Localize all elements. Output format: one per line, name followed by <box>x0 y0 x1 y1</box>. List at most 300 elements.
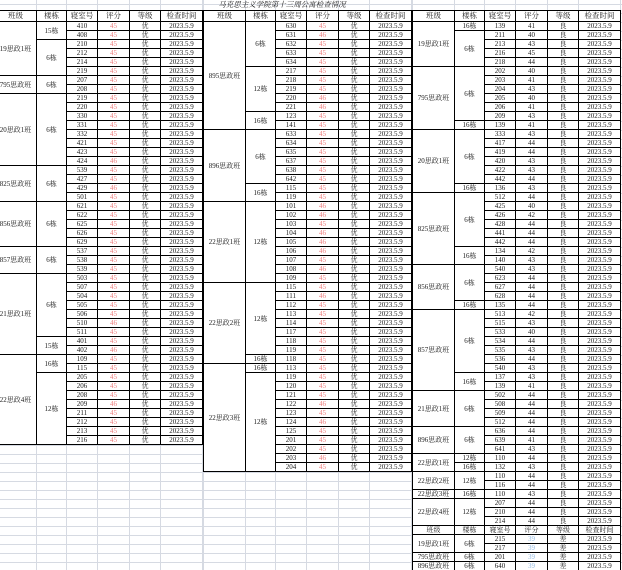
room-number-cell[interactable]: 212 <box>67 418 98 427</box>
grade-cell[interactable]: 优 <box>130 436 161 445</box>
inspection-date-cell[interactable]: 2023.5.9 <box>579 229 621 238</box>
grade-cell[interactable]: 良 <box>548 400 579 409</box>
building-cell[interactable]: 16栋 <box>455 463 485 472</box>
grade-cell[interactable]: 优 <box>339 355 370 364</box>
inspection-date-cell[interactable]: 2023.5.9 <box>579 373 621 382</box>
room-number-cell[interactable]: 333 <box>485 130 516 139</box>
room-number-cell[interactable]: 641 <box>485 445 516 454</box>
grade-cell[interactable]: 优 <box>339 346 370 355</box>
grade-cell[interactable]: 优 <box>130 283 161 292</box>
score-cell[interactable]: 45 <box>98 139 130 148</box>
grade-cell[interactable]: 优 <box>339 220 370 229</box>
grade-cell[interactable]: 良 <box>548 310 579 319</box>
score-cell[interactable]: 45 <box>307 148 339 157</box>
inspection-date-cell[interactable]: 2023.5.9 <box>161 328 203 337</box>
inspection-date-cell[interactable]: 2023.5.9 <box>370 229 412 238</box>
building-cell[interactable]: 12栋 <box>246 67 276 112</box>
room-number-cell[interactable]: 205 <box>485 94 516 103</box>
score-cell[interactable]: 45 <box>307 346 339 355</box>
grade-cell[interactable]: 优 <box>130 130 161 139</box>
inspection-date-cell[interactable]: 2023.5.9 <box>579 58 621 67</box>
class-cell[interactable]: 22思政4班 <box>413 499 455 526</box>
building-cell[interactable]: 6栋 <box>455 391 485 427</box>
grade-cell[interactable]: 良 <box>548 157 579 166</box>
building-cell[interactable]: 6栋 <box>455 553 485 562</box>
inspection-date-cell[interactable]: 2023.5.9 <box>161 31 203 40</box>
grade-cell[interactable]: 优 <box>339 301 370 310</box>
score-cell[interactable]: 43 <box>516 130 548 139</box>
room-number-cell[interactable]: 115 <box>276 283 307 292</box>
score-cell[interactable]: 45 <box>98 193 130 202</box>
header-cell-building[interactable]: 楼栋 <box>455 11 485 22</box>
room-number-cell[interactable]: 119 <box>276 346 307 355</box>
inspection-date-cell[interactable]: 2023.5.9 <box>161 292 203 301</box>
inspection-date-cell[interactable]: 2023.5.9 <box>370 130 412 139</box>
room-number-cell[interactable]: 139 <box>485 121 516 130</box>
grade-cell[interactable]: 优 <box>339 103 370 112</box>
score-cell[interactable]: 45 <box>307 328 339 337</box>
grade-cell[interactable]: 良 <box>548 346 579 355</box>
room-number-cell[interactable]: 625 <box>67 220 98 229</box>
inspection-date-cell[interactable]: 2023.5.9 <box>370 274 412 283</box>
room-number-cell[interactable]: 428 <box>485 220 516 229</box>
inspection-date-cell[interactable]: 2023.5.9 <box>370 238 412 247</box>
building-cell[interactable]: 16栋 <box>455 373 485 391</box>
score-cell[interactable]: 45 <box>98 256 130 265</box>
header-cell-room[interactable]: 寝室号 <box>485 11 516 22</box>
class-cell[interactable]: 22思政1班 <box>413 454 455 472</box>
grade-cell[interactable]: 良 <box>548 238 579 247</box>
building-cell[interactable]: 16栋 <box>246 112 276 130</box>
building-cell[interactable]: 6栋 <box>37 274 67 337</box>
room-number-cell[interactable]: 429 <box>67 184 98 193</box>
score-cell[interactable]: 41 <box>516 382 548 391</box>
grade-cell[interactable]: 良 <box>548 373 579 382</box>
grade-cell[interactable]: 优 <box>339 427 370 436</box>
room-number-cell[interactable]: 204 <box>485 85 516 94</box>
grade-cell[interactable]: 优 <box>130 265 161 274</box>
grade-cell[interactable]: 良 <box>548 517 579 526</box>
score-cell[interactable]: 43 <box>516 184 548 193</box>
inspection-date-cell[interactable]: 2023.5.9 <box>370 211 412 220</box>
score-cell[interactable]: 44 <box>516 499 548 508</box>
grade-cell[interactable]: 优 <box>339 274 370 283</box>
grade-cell[interactable]: 良 <box>548 220 579 229</box>
grade-cell[interactable]: 优 <box>339 184 370 193</box>
room-number-cell[interactable]: 140 <box>485 256 516 265</box>
class-cell[interactable]: 22思政1班 <box>204 202 246 283</box>
room-number-cell[interactable]: 402 <box>67 346 98 355</box>
inspection-date-cell[interactable]: 2023.5.9 <box>579 445 621 454</box>
room-number-cell[interactable]: 101 <box>276 202 307 211</box>
grade-cell[interactable]: 优 <box>130 382 161 391</box>
score-cell[interactable]: 43 <box>516 166 548 175</box>
grade-cell[interactable]: 良 <box>548 229 579 238</box>
grade-cell[interactable]: 优 <box>339 67 370 76</box>
inspection-date-cell[interactable]: 2023.5.9 <box>370 400 412 409</box>
grade-cell[interactable]: 优 <box>130 229 161 238</box>
score-cell[interactable]: 45 <box>98 220 130 229</box>
inspection-date-cell[interactable]: 2023.5.9 <box>370 67 412 76</box>
inspection-date-cell[interactable]: 2023.5.9 <box>579 211 621 220</box>
grade-cell[interactable]: 优 <box>130 112 161 121</box>
score-cell[interactable]: 45 <box>98 58 130 67</box>
room-number-cell[interactable]: 423 <box>67 148 98 157</box>
grade-cell[interactable]: 优 <box>130 67 161 76</box>
building-cell[interactable]: 6栋 <box>37 166 67 202</box>
inspection-date-cell[interactable]: 2023.5.9 <box>579 454 621 463</box>
inspection-date-cell[interactable]: 2023.5.9 <box>161 211 203 220</box>
inspection-date-cell[interactable]: 2023.5.9 <box>161 355 203 364</box>
inspection-date-cell[interactable]: 2023.5.9 <box>579 130 621 139</box>
grade-cell[interactable]: 良 <box>548 130 579 139</box>
score-cell[interactable]: 44 <box>516 148 548 157</box>
grade-cell[interactable]: 良 <box>548 193 579 202</box>
building-cell[interactable]: 6栋 <box>37 247 67 274</box>
class-cell[interactable]: 20思政1班 <box>0 94 37 166</box>
room-number-cell[interactable]: 627 <box>485 283 516 292</box>
room-number-cell[interactable]: 125 <box>276 427 307 436</box>
inspection-date-cell[interactable]: 2023.5.9 <box>579 400 621 409</box>
inspection-date-cell[interactable]: 2023.5.9 <box>579 139 621 148</box>
inspection-date-cell[interactable]: 2023.5.9 <box>370 463 412 472</box>
room-number-cell[interactable]: 210 <box>67 40 98 49</box>
score-cell[interactable]: 44 <box>516 229 548 238</box>
grade-cell[interactable]: 良 <box>548 58 579 67</box>
grade-cell[interactable]: 良 <box>548 283 579 292</box>
inspection-date-cell[interactable]: 2023.5.9 <box>579 22 621 31</box>
score-cell[interactable]: 41 <box>516 103 548 112</box>
room-number-cell[interactable]: 637 <box>276 157 307 166</box>
inspection-date-cell[interactable]: 2023.5.9 <box>579 292 621 301</box>
header-cell-score[interactable]: 评分 <box>516 11 548 22</box>
inspection-date-cell[interactable]: 2023.5.9 <box>161 139 203 148</box>
grade-cell[interactable]: 良 <box>548 427 579 436</box>
score-cell[interactable]: 45 <box>98 364 130 373</box>
score-cell[interactable]: 46 <box>98 157 130 166</box>
room-number-cell[interactable]: 202 <box>276 445 307 454</box>
grade-cell[interactable]: 优 <box>339 418 370 427</box>
inspection-date-cell[interactable]: 2023.5.9 <box>370 184 412 193</box>
building-cell[interactable]: 16栋 <box>37 355 67 373</box>
building-cell[interactable]: 16栋 <box>246 184 276 202</box>
score-cell[interactable]: 45 <box>307 364 339 373</box>
grade-cell[interactable]: 优 <box>130 58 161 67</box>
inspection-date-cell[interactable]: 2023.5.9 <box>161 274 203 283</box>
room-number-cell[interactable]: 109 <box>67 355 98 364</box>
header-cell-building[interactable]: 楼栋 <box>455 526 485 535</box>
score-cell[interactable]: 44 <box>516 238 548 247</box>
room-number-cell[interactable]: 504 <box>67 292 98 301</box>
score-cell[interactable]: 44 <box>516 355 548 364</box>
grade-cell[interactable]: 优 <box>130 364 161 373</box>
inspection-date-cell[interactable]: 2023.5.9 <box>579 157 621 166</box>
grade-cell[interactable]: 优 <box>130 94 161 103</box>
room-number-cell[interactable]: 104 <box>276 229 307 238</box>
class-cell[interactable]: 825思政班 <box>413 193 455 265</box>
grade-cell[interactable]: 优 <box>339 166 370 175</box>
room-number-cell[interactable]: 632 <box>276 40 307 49</box>
inspection-date-cell[interactable]: 2023.5.9 <box>370 292 412 301</box>
inspection-date-cell[interactable]: 2023.5.9 <box>161 319 203 328</box>
grade-cell[interactable]: 优 <box>130 310 161 319</box>
score-cell[interactable]: 44 <box>516 508 548 517</box>
room-number-cell[interactable]: 421 <box>67 139 98 148</box>
room-number-cell[interactable]: 216 <box>485 49 516 58</box>
grade-cell[interactable]: 良 <box>548 364 579 373</box>
grade-cell[interactable]: 良 <box>548 418 579 427</box>
room-number-cell[interactable]: 442 <box>485 238 516 247</box>
room-number-cell[interactable]: 110 <box>485 454 516 463</box>
score-cell[interactable]: 45 <box>98 22 130 31</box>
score-cell[interactable]: 46 <box>307 94 339 103</box>
grade-cell[interactable]: 优 <box>130 40 161 49</box>
inspection-date-cell[interactable]: 2023.5.9 <box>370 373 412 382</box>
grade-cell[interactable]: 优 <box>130 292 161 301</box>
score-cell[interactable]: 45 <box>98 310 130 319</box>
room-number-cell[interactable]: 636 <box>485 427 516 436</box>
room-number-cell[interactable]: 219 <box>276 85 307 94</box>
score-cell[interactable]: 45 <box>307 427 339 436</box>
grade-cell[interactable]: 良 <box>548 337 579 346</box>
inspection-date-cell[interactable]: 2023.5.9 <box>370 31 412 40</box>
class-cell[interactable]: 857思政班 <box>0 247 37 274</box>
inspection-date-cell[interactable]: 2023.5.9 <box>579 238 621 247</box>
header-cell-score[interactable]: 评分 <box>98 11 130 22</box>
inspection-date-cell[interactable]: 2023.5.9 <box>579 310 621 319</box>
score-cell[interactable]: 44 <box>516 472 548 481</box>
score-cell[interactable]: 45 <box>98 94 130 103</box>
grade-cell[interactable]: 差 <box>548 535 579 544</box>
inspection-date-cell[interactable]: 2023.5.9 <box>579 67 621 76</box>
inspection-date-cell[interactable]: 2023.5.9 <box>370 445 412 454</box>
score-cell[interactable]: 45 <box>307 256 339 265</box>
inspection-date-cell[interactable]: 2023.5.9 <box>579 517 621 526</box>
grade-cell[interactable]: 优 <box>130 22 161 31</box>
grade-cell[interactable]: 良 <box>548 85 579 94</box>
room-number-cell[interactable]: 629 <box>67 238 98 247</box>
grade-cell[interactable]: 优 <box>130 49 161 58</box>
grade-cell[interactable]: 良 <box>548 265 579 274</box>
inspection-date-cell[interactable]: 2023.5.9 <box>579 490 621 499</box>
room-number-cell[interactable]: 626 <box>67 229 98 238</box>
grade-cell[interactable]: 优 <box>130 418 161 427</box>
score-cell[interactable]: 46 <box>307 418 339 427</box>
room-number-cell[interactable]: 118 <box>276 355 307 364</box>
room-number-cell[interactable]: 539 <box>67 265 98 274</box>
room-number-cell[interactable]: 210 <box>485 508 516 517</box>
inspection-date-cell[interactable]: 2023.5.9 <box>370 364 412 373</box>
score-cell[interactable]: 39 <box>516 562 548 570</box>
grade-cell[interactable]: 良 <box>548 148 579 157</box>
inspection-date-cell[interactable]: 2023.5.9 <box>161 364 203 373</box>
score-cell[interactable]: 41 <box>516 121 548 130</box>
room-number-cell[interactable]: 219 <box>67 67 98 76</box>
score-cell[interactable]: 45 <box>98 274 130 283</box>
inspection-date-cell[interactable]: 2023.5.9 <box>161 391 203 400</box>
score-cell[interactable]: 45 <box>307 382 339 391</box>
inspection-date-cell[interactable]: 2023.5.9 <box>579 148 621 157</box>
inspection-date-cell[interactable]: 2023.5.9 <box>161 220 203 229</box>
inspection-date-cell[interactable]: 2023.5.9 <box>370 310 412 319</box>
grade-cell[interactable]: 优 <box>130 319 161 328</box>
inspection-date-cell[interactable]: 2023.5.9 <box>370 58 412 67</box>
score-cell[interactable]: 46 <box>98 184 130 193</box>
building-cell[interactable]: 6栋 <box>246 22 276 67</box>
room-number-cell[interactable]: 508 <box>485 400 516 409</box>
inspection-date-cell[interactable]: 2023.5.9 <box>161 310 203 319</box>
score-cell[interactable]: 43 <box>516 157 548 166</box>
score-cell[interactable]: 40 <box>516 328 548 337</box>
room-number-cell[interactable]: 635 <box>276 148 307 157</box>
room-number-cell[interactable]: 110 <box>485 472 516 481</box>
building-cell[interactable]: 16栋 <box>455 247 485 265</box>
building-cell[interactable]: 6栋 <box>37 76 67 94</box>
room-number-cell[interactable]: 203 <box>276 454 307 463</box>
class-cell[interactable]: 21思政1班 <box>413 391 455 427</box>
score-cell[interactable]: 44 <box>516 220 548 229</box>
inspection-date-cell[interactable]: 2023.5.9 <box>370 40 412 49</box>
inspection-date-cell[interactable]: 2023.5.9 <box>579 76 621 85</box>
grade-cell[interactable]: 良 <box>548 40 579 49</box>
inspection-date-cell[interactable]: 2023.5.9 <box>161 148 203 157</box>
inspection-date-cell[interactable]: 2023.5.9 <box>370 346 412 355</box>
inspection-date-cell[interactable]: 2023.5.9 <box>370 202 412 211</box>
room-number-cell[interactable]: 424 <box>67 157 98 166</box>
grade-cell[interactable]: 优 <box>130 301 161 310</box>
inspection-date-cell[interactable]: 2023.5.9 <box>161 265 203 274</box>
grade-cell[interactable]: 优 <box>339 391 370 400</box>
inspection-date-cell[interactable]: 2023.5.9 <box>370 148 412 157</box>
header-cell-score[interactable]: 评分 <box>516 526 548 535</box>
inspection-date-cell[interactable]: 2023.5.9 <box>579 103 621 112</box>
inspection-date-cell[interactable]: 2023.5.9 <box>579 337 621 346</box>
grade-cell[interactable]: 良 <box>548 49 579 58</box>
inspection-date-cell[interactable]: 2023.5.9 <box>579 391 621 400</box>
inspection-date-cell[interactable]: 2023.5.9 <box>161 22 203 31</box>
room-number-cell[interactable]: 116 <box>485 481 516 490</box>
score-cell[interactable]: 45 <box>307 58 339 67</box>
building-cell[interactable]: 6栋 <box>246 130 276 184</box>
inspection-date-cell[interactable]: 2023.5.9 <box>370 265 412 274</box>
score-cell[interactable]: 45 <box>98 67 130 76</box>
score-cell[interactable]: 45 <box>307 22 339 31</box>
score-cell[interactable]: 44 <box>516 337 548 346</box>
header-cell-building[interactable]: 楼栋 <box>37 11 67 22</box>
header-cell-class[interactable]: 班级 <box>413 526 455 535</box>
score-cell[interactable]: 43 <box>516 490 548 499</box>
score-cell[interactable]: 44 <box>516 301 548 310</box>
score-cell[interactable]: 44 <box>516 274 548 283</box>
score-cell[interactable]: 45 <box>307 220 339 229</box>
score-cell[interactable]: 43 <box>516 346 548 355</box>
building-cell[interactable]: 15栋 <box>37 22 67 40</box>
inspection-date-cell[interactable]: 2023.5.9 <box>370 76 412 85</box>
inspection-date-cell[interactable]: 2023.5.9 <box>370 256 412 265</box>
class-cell[interactable]: 856思政班 <box>0 202 37 247</box>
room-number-cell[interactable]: 205 <box>67 373 98 382</box>
grade-cell[interactable]: 优 <box>130 76 161 85</box>
inspection-date-cell[interactable]: 2023.5.9 <box>370 49 412 58</box>
inspection-date-cell[interactable]: 2023.5.9 <box>161 175 203 184</box>
class-cell[interactable]: 22思政3班 <box>413 490 455 499</box>
room-number-cell[interactable]: 213 <box>485 40 516 49</box>
score-cell[interactable]: 45 <box>307 409 339 418</box>
score-cell[interactable]: 46 <box>307 211 339 220</box>
room-number-cell[interactable]: 202 <box>485 67 516 76</box>
room-number-cell[interactable]: 103 <box>276 220 307 229</box>
building-cell[interactable]: 16栋 <box>455 490 485 499</box>
grade-cell[interactable]: 优 <box>339 157 370 166</box>
header-cell-time[interactable]: 检查时间 <box>370 11 412 22</box>
grade-cell[interactable]: 优 <box>130 238 161 247</box>
header-cell-class[interactable]: 班级 <box>413 11 455 22</box>
grade-cell[interactable]: 优 <box>130 256 161 265</box>
inspection-date-cell[interactable]: 2023.5.9 <box>370 94 412 103</box>
grade-cell[interactable]: 优 <box>130 409 161 418</box>
grade-cell[interactable]: 优 <box>339 76 370 85</box>
score-cell[interactable]: 45 <box>98 103 130 112</box>
inspection-date-cell[interactable]: 2023.5.9 <box>579 85 621 94</box>
grade-cell[interactable]: 优 <box>339 85 370 94</box>
room-number-cell[interactable]: 109 <box>276 274 307 283</box>
room-number-cell[interactable]: 113 <box>276 364 307 373</box>
room-number-cell[interactable]: 537 <box>67 247 98 256</box>
grade-cell[interactable]: 优 <box>339 112 370 121</box>
score-cell[interactable]: 45 <box>307 463 339 472</box>
grade-cell[interactable]: 优 <box>339 202 370 211</box>
score-cell[interactable]: 45 <box>98 31 130 40</box>
grade-cell[interactable]: 良 <box>548 463 579 472</box>
inspection-date-cell[interactable]: 2023.5.9 <box>161 193 203 202</box>
inspection-date-cell[interactable]: 2023.5.9 <box>161 382 203 391</box>
score-cell[interactable]: 45 <box>98 283 130 292</box>
class-cell[interactable]: 825思政班 <box>0 166 37 202</box>
grade-cell[interactable]: 优 <box>339 265 370 274</box>
room-number-cell[interactable]: 422 <box>485 166 516 175</box>
room-number-cell[interactable]: 119 <box>276 373 307 382</box>
room-number-cell[interactable]: 533 <box>485 328 516 337</box>
inspection-date-cell[interactable]: 2023.5.9 <box>161 67 203 76</box>
grade-cell[interactable]: 优 <box>130 355 161 364</box>
room-number-cell[interactable]: 540 <box>485 265 516 274</box>
building-cell[interactable]: 6栋 <box>455 310 485 373</box>
score-cell[interactable]: 45 <box>307 301 339 310</box>
grade-cell[interactable]: 优 <box>339 373 370 382</box>
score-cell[interactable]: 45 <box>307 184 339 193</box>
room-number-cell[interactable]: 214 <box>485 517 516 526</box>
building-cell[interactable]: 16栋 <box>455 121 485 130</box>
score-cell[interactable]: 45 <box>307 337 339 346</box>
inspection-date-cell[interactable]: 2023.5.9 <box>161 436 203 445</box>
room-number-cell[interactable]: 213 <box>67 427 98 436</box>
grade-cell[interactable]: 良 <box>548 139 579 148</box>
score-cell[interactable]: 41 <box>516 22 548 31</box>
score-cell[interactable]: 45 <box>98 121 130 130</box>
room-number-cell[interactable]: 209 <box>67 400 98 409</box>
score-cell[interactable]: 45 <box>307 193 339 202</box>
grade-cell[interactable]: 优 <box>339 337 370 346</box>
grade-cell[interactable]: 良 <box>548 22 579 31</box>
building-cell[interactable]: 6栋 <box>455 535 485 553</box>
grade-cell[interactable]: 优 <box>339 229 370 238</box>
room-number-cell[interactable]: 201 <box>485 553 516 562</box>
grade-cell[interactable]: 优 <box>339 58 370 67</box>
inspection-date-cell[interactable]: 2023.5.9 <box>370 166 412 175</box>
grade-cell[interactable]: 差 <box>548 544 579 553</box>
room-number-cell[interactable]: 117 <box>276 328 307 337</box>
grade-cell[interactable]: 良 <box>548 292 579 301</box>
